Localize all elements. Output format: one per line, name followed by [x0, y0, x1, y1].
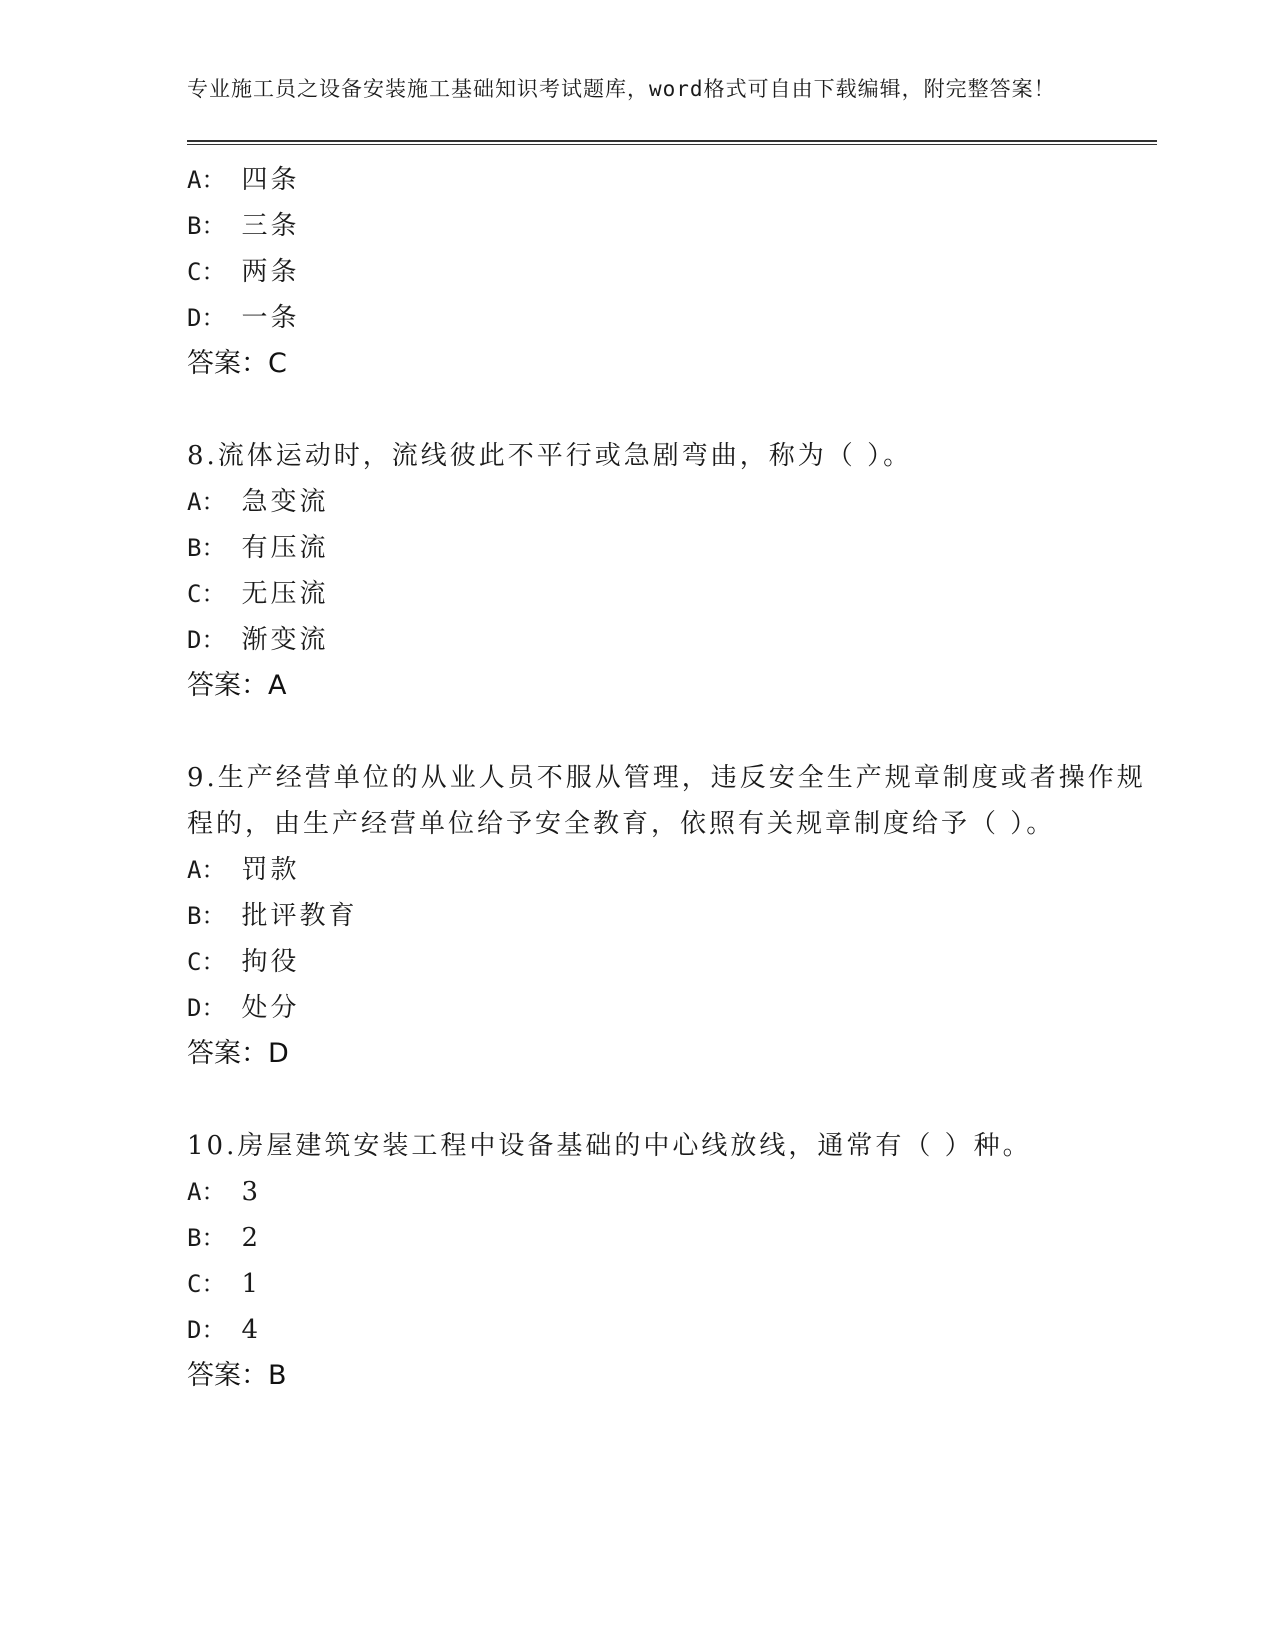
option-c: C： 拘役 [187, 947, 300, 977]
option-d: D： 一条 [187, 303, 300, 333]
option-a: A： 急变流 [187, 487, 329, 517]
question-9 [187, 755, 1157, 1077]
document-header: 专业施工员之设备安装施工基础知识考试题库，word格式可自由下载编辑，附完整答案！ [187, 77, 1056, 101]
option-a: A： 罚款 [187, 855, 300, 885]
document-body [187, 157, 1157, 1399]
option-d: D： 渐变流 [187, 625, 329, 655]
option-d: D： 4 [187, 1315, 261, 1345]
answer-line: 答案：A [187, 670, 287, 701]
option-a: A： 四条 [187, 165, 300, 195]
answer-line: 答案：C [187, 348, 287, 379]
question-stem: 8.流体运动时，流线彼此不平行或急剧弯曲，称为（ ）。 [187, 441, 913, 471]
answer-line: 答案：B [187, 1360, 287, 1391]
option-b: B： 2 [187, 1223, 261, 1253]
question-stem: 10.房屋建筑安装工程中设备基础的中心线放线，通常有（ ）种。 [187, 1131, 1032, 1161]
question-7-partial [187, 157, 1157, 387]
option-c: C： 1 [187, 1269, 261, 1299]
question-8 [187, 433, 1157, 709]
question-stem: 9.生产经营单位的从业人员不服从管理，违反安全生产规章制度或者操作规程的，由生产经营单位给予安全教育，依照有关规章制度给予（ ）。 [187, 763, 1146, 839]
question-10 [187, 1123, 1157, 1399]
option-b: B： 有压流 [187, 533, 329, 563]
option-c: C： 无压流 [187, 579, 329, 609]
option-b: B： 批评教育 [187, 901, 358, 931]
document-page [187, 72, 1157, 1399]
option-d: D： 处分 [187, 993, 300, 1023]
option-b: B： 三条 [187, 211, 300, 241]
header-divider [187, 140, 1157, 145]
option-a: A： 3 [187, 1177, 261, 1207]
answer-line: 答案：D [187, 1038, 289, 1069]
option-c: C： 两条 [187, 257, 300, 287]
